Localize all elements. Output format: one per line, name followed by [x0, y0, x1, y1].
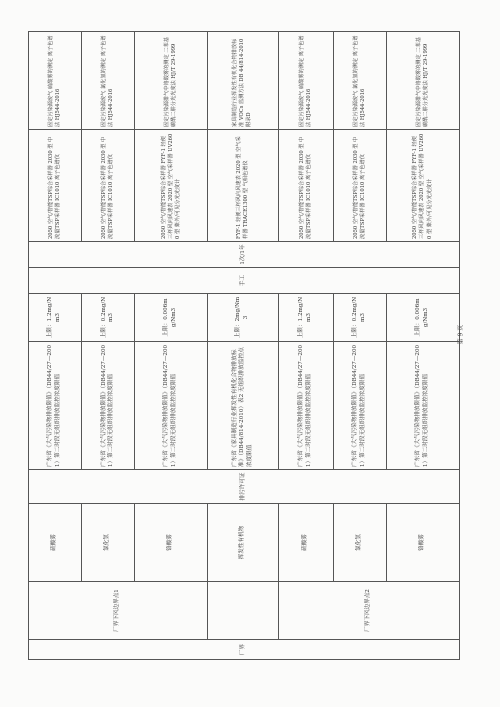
page-number: 第 9 页: [457, 324, 465, 345]
standard-cell: 广东省《大气污染物排放限值》（DB44/27—2001）第二时段无组织排放监控浓度限值: [278, 342, 333, 470]
pollutant-cell: 硫酸雾: [29, 504, 82, 582]
standard-cell: 广东省《大气污染物排放限值》（DB44/27—2001）第二时段无组织排放监控浓度限值: [135, 342, 208, 470]
limit-cell: 上限：0.2mg/Nm3: [82, 294, 135, 342]
pollutant-cell: 氯化氢: [333, 504, 386, 582]
freq-cell: 1次/1年: [29, 242, 460, 268]
standard-cell: 广东省《大气污染物排放限值》（DB44/27—2001）第二时段无组织排放监控浓度限值: [82, 342, 135, 470]
pollutant-cell: 铬酸雾: [387, 504, 460, 582]
analysis-cell: 固定污染源废气 氯化氢的测定 离子色谱法 HJ544-2016: [333, 32, 386, 130]
standard-cell: 广东省《大气污染物排放限值》（DB44/27—2001）第二时段无组织排放监控浓度限值: [387, 342, 460, 470]
limit-cell: 上限：0.006mg/Nm3: [387, 294, 460, 342]
instrument-cell: 2050 空气/智能TSP综合采样器 2030 型 中流量TSP采样器 IC1010 离子色谱仪: [333, 130, 386, 242]
analysis-cell: 固定污染源排气中铬酸雾的测定 二苯基碳酰二肼分光光度法 HJ/T 29-1999: [135, 32, 208, 130]
instrument-cell: 2050 空气/智能TSP综合采样器 2030 型 中流量TSP采样器 IC1010 离子色谱仪: [278, 130, 333, 242]
table-row: [135, 32, 208, 660]
table-row: [208, 32, 279, 660]
method-cell: 手工: [29, 268, 460, 294]
instrument-cell: 2050 空气/智能TSP综合采样器 FYF-1 轻便三杯风向风速表 2020 型 空气采样器 UV2600 型 紫外/可见分光光度计: [135, 130, 208, 242]
limit-cell: 上限：1.2mg/Nm3: [278, 294, 333, 342]
analysis-cell: 固定污染源废气 氯化氢的测定 离子色谱法 HJ544-2016: [82, 32, 135, 130]
analysis-cell: 家具制造行业挥发性有机化合物排放标准 VOCs 监测方法 DB 44/814-2010 附录D: [208, 32, 279, 130]
table-row: [29, 32, 82, 660]
point-cell-1: 厂界下风边界点1: [29, 582, 208, 640]
limit-cell: 上限：0.2mg/Nm3: [333, 294, 386, 342]
instrument-cell: FYF-1 轻便三杯风向风速表 2020 型 空气采样器 TRACE1300 型 气相色谱仪: [208, 130, 279, 242]
pollutant-cell: 硫酸雾: [278, 504, 333, 582]
analysis-cell: 固定污染源排气中铬酸雾的测定 二苯基碳酰二肼分光光度法 HJ/T 29-1999: [387, 32, 460, 130]
pollutant-cell: 挥发性有机物: [208, 504, 279, 582]
point-cell-mid: [208, 582, 279, 640]
standard-cell: 广东省《大气污染物排放限值》（DB44/27—2001）第二时段无组织排放监控浓度限值: [333, 342, 386, 470]
analysis-cell: 固定污染源废气 硫酸雾的测定 离子色谱法 HJ544-2016: [278, 32, 333, 130]
monitoring-table: [28, 31, 460, 660]
rotated-table-container: [28, 32, 460, 660]
pollutant-cell: 氯化氢: [82, 504, 135, 582]
analysis-cell: 固定污染源废气 硫酸雾的测定 离子色谱法 HJ544-2016: [29, 32, 82, 130]
limit-cell: 上限：2mg/Nm3: [208, 294, 279, 342]
instrument-cell: 2050 空气/智能TSP综合采样器 FYF-1 轻便三杯风向风速表 2020 型 空气采样器 UV2600 型 紫外/可见分光光度计: [387, 130, 460, 242]
area-cell: 厂界: [29, 640, 460, 660]
limit-cell: 上限：1.2mg/Nm3: [29, 294, 82, 342]
table-row: [387, 32, 460, 660]
point-cell-2: 厂界下风边界点2: [278, 582, 459, 640]
table-region: [28, 32, 460, 660]
limit-cell: 上限：0.006mg/Nm3: [135, 294, 208, 342]
pollutant-cell: 铬酸雾: [135, 504, 208, 582]
instrument-cell: 2050 空气/智能TSP综合采样器 2030 型 中流量TSP采样器 IC1010 离子色谱仪: [29, 130, 82, 242]
type-cell: 排污许可证: [29, 470, 460, 504]
standard-cell: 广东省《大气污染物排放限值》（DB44/27—2001）第二时段无组织排放监控浓度限值: [29, 342, 82, 470]
table-row: [333, 32, 386, 660]
instrument-cell: 2050 空气/智能TSP综合采样器 2030 型 中流量TSP采样器 IC1010 离子色谱仪: [82, 130, 135, 242]
table-row: [278, 32, 333, 660]
standard-cell: 广东省《家具制造行业挥发性有机化合物排放标准》（DB44/814-2010）表2 无组织排放监控点浓度限值: [208, 342, 279, 470]
table-row: [82, 32, 135, 660]
